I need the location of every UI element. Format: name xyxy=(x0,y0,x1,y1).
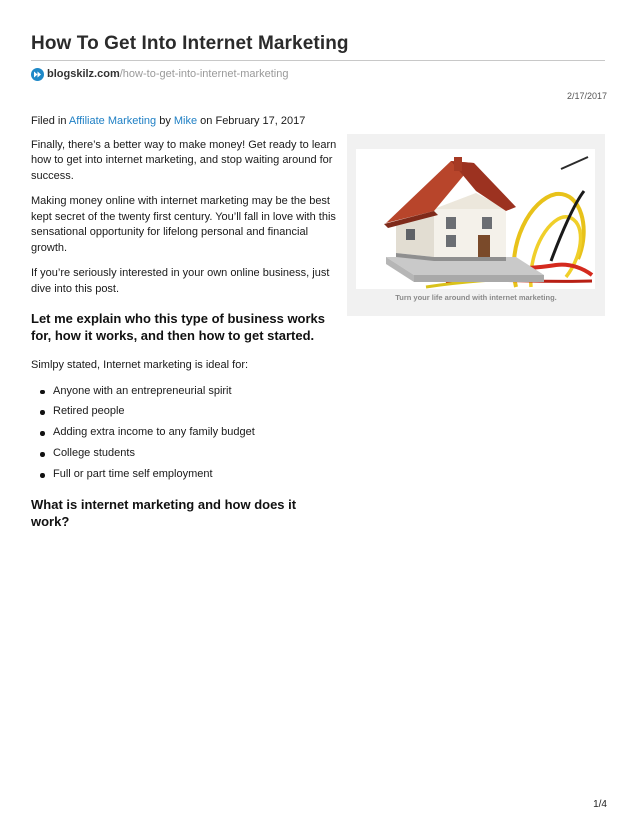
byline-prefix: Filed in xyxy=(31,115,69,127)
figure-caption: Turn your life around with internet marketing. xyxy=(395,293,557,302)
section-heading: Let me explain who this type of business works for, how it works, and then how to get started. xyxy=(31,311,326,343)
benefit-list xyxy=(31,384,337,483)
list-item: Adding extra income to any family budget xyxy=(53,425,337,441)
list-item: Full or part time self employment xyxy=(53,467,337,483)
page-title: How To Get Into Internet Marketing xyxy=(31,33,349,54)
document-date: 2/17/2017 xyxy=(566,91,607,101)
page-number: 1/4 xyxy=(593,799,607,810)
list-item: College students xyxy=(53,446,337,462)
source-line xyxy=(31,66,289,82)
list-item: Anyone with an entrepreneurial spirit xyxy=(53,384,337,400)
byline-by: by xyxy=(156,115,174,127)
paragraph: Making money online with internet marketing may be the best kept secret of the twenty first century. You’ll fall in love with this sensational opportunity for lifelong personal and financial growth. xyxy=(31,195,336,254)
article-body xyxy=(31,114,337,544)
paragraph: If you’re seriously interested in your own online business, just dive into this post. xyxy=(31,267,330,295)
list-item: Retired people xyxy=(53,404,337,420)
figure xyxy=(347,134,605,316)
byline xyxy=(31,114,337,130)
byline-date: on February 17, 2017 xyxy=(197,115,306,127)
section-heading: What is internet marketing and how does it work? xyxy=(31,496,297,529)
title-divider xyxy=(31,60,605,61)
house-image xyxy=(356,149,595,289)
author-link[interactable]: Mike xyxy=(173,115,198,127)
source-path: /how-to-get-into-internet-marketing xyxy=(119,68,289,80)
source-domain: blogskilz.com xyxy=(47,68,120,80)
fast-forward-icon xyxy=(31,68,44,81)
category-link[interactable]: Affiliate Marketing xyxy=(68,115,157,127)
paragraph: Finally, there’s a better way to make money! Get ready to learn how to get into internet marketing, and stop waiting around for success. xyxy=(31,138,337,182)
section-intro: Simlpy stated, Internet marketing is ideal for: xyxy=(31,359,249,371)
